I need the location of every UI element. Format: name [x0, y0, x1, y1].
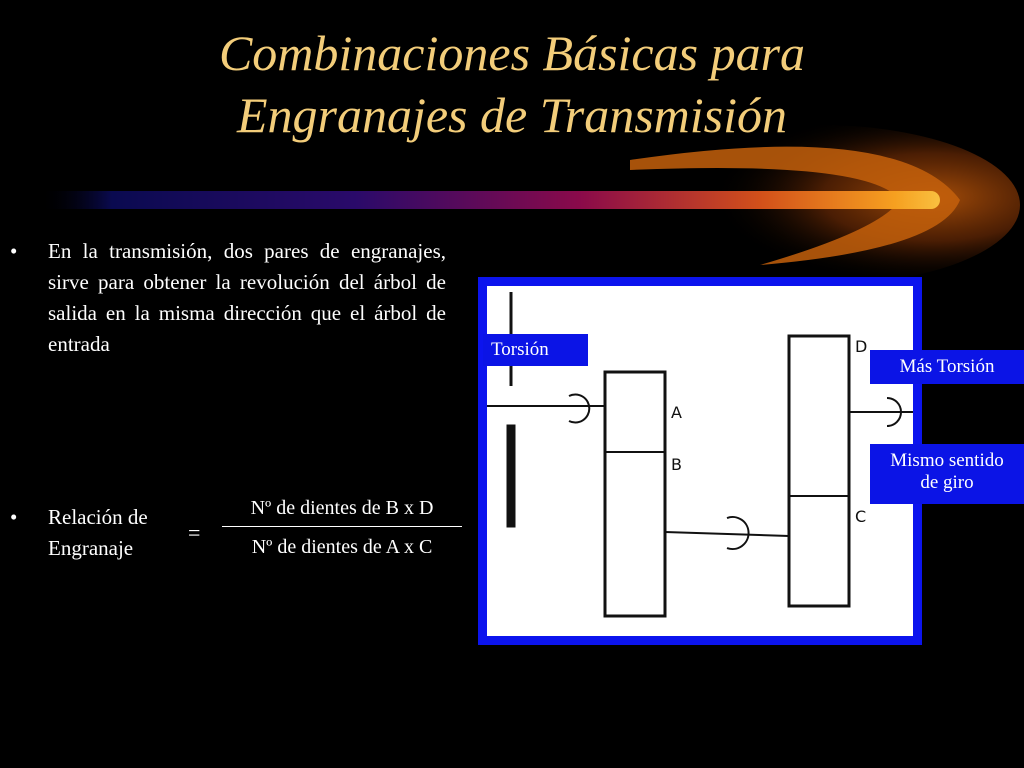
tag-mismo-line-2: de giro	[920, 472, 974, 493]
bullet-description-text: En la transmisión, dos pares de engranajes, sirve para obtener la revolución del árbol de salida en la misma dirección que el árbol de entrada	[48, 239, 446, 356]
title-line-2: Engranajes de Transmisión	[236, 87, 788, 143]
bullet-dot: •	[10, 505, 18, 529]
title-line-1: Combinaciones Básicas para	[218, 25, 806, 81]
rotation-arrow-middle	[727, 517, 749, 549]
bullet-gear-ratio	[10, 502, 178, 564]
label-b: B	[671, 455, 682, 474]
label-d: D	[855, 337, 868, 356]
gear-dc	[789, 336, 849, 606]
label-c: C	[855, 507, 867, 526]
gear-ratio-fraction	[222, 494, 462, 561]
tag-mismo-line-1: Mismo sentido	[890, 450, 1004, 471]
label-a: A	[671, 403, 682, 422]
gear-ab	[605, 372, 665, 616]
gear-diagram-frame	[478, 277, 922, 645]
fraction-bar	[222, 526, 462, 527]
bullet-description	[10, 236, 446, 360]
equals-sign: =	[188, 520, 201, 545]
fraction-denominator: Nº de dientes de A x C	[251, 536, 433, 558]
bullet-dot: •	[10, 239, 18, 263]
fraction-numerator: Nº de dientes de B x D	[250, 497, 434, 519]
tag-mas-torsion: Más Torsión	[870, 350, 1024, 384]
tag-mismo-sentido	[870, 444, 1024, 504]
countershaft	[665, 532, 789, 536]
gear-ratio-label: Relación de Engranaje	[48, 505, 148, 560]
slide-title	[0, 22, 1024, 146]
input-shaft-post-lower	[508, 426, 514, 526]
rotation-arrow-input	[569, 395, 589, 423]
tag-torsion: Torsión	[483, 334, 588, 366]
